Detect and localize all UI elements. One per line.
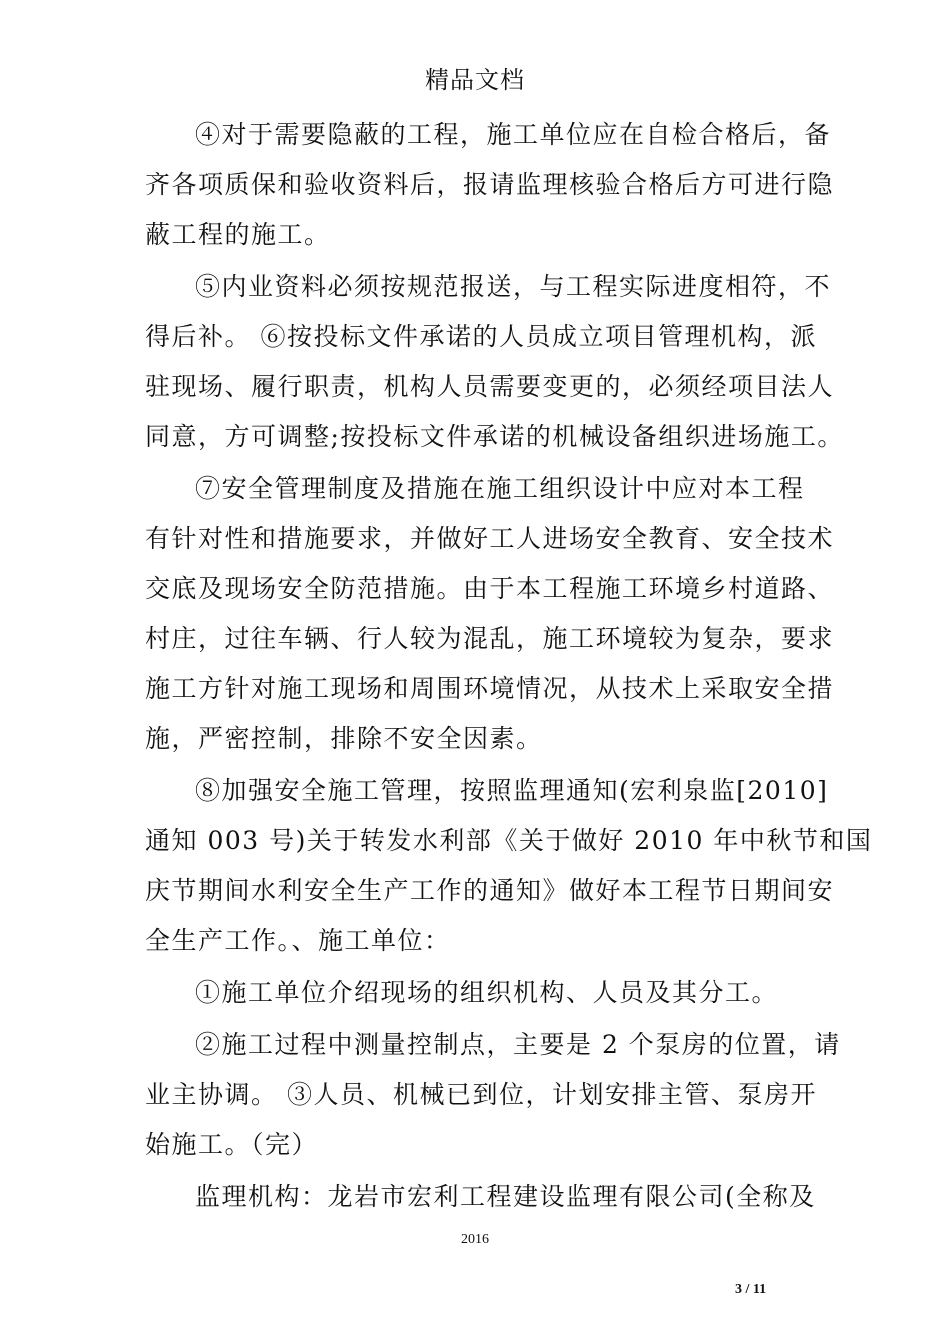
text-line: 齐各项质保和验收资料后，报请监理核验合格后方可进行隐 [145, 170, 835, 199]
text-line: ④对于需要隐蔽的工程，施工单位应在自检合格后，备 [195, 120, 832, 149]
text-line: 蔽工程的施工。 [145, 220, 331, 249]
text-line: 全生产工作。、施工单位： [145, 926, 451, 955]
page-number: 3 / 11 [735, 1282, 767, 1297]
text-line: 有针对性和措施要求，并做好工人进场安全教育、安全技术 [145, 524, 835, 553]
text-line: 监理机构：龙岩市宏利工程建设监理有限公司(全称及 [195, 1182, 816, 1211]
text-line: 交底及现场安全防范措施。由于本工程施工环境乡村道路、 [145, 574, 835, 603]
text-line: 通知 003 号)关于转发水利部《关于做好 2010 年中秋节和国 [145, 826, 873, 855]
text-line: ②施工过程中测量控制点，主要是 2 个泵房的位置，请 [195, 1030, 841, 1059]
footer-year: 2016 [461, 1232, 489, 1247]
text-line: 驻现场、履行职责，机构人员需要变更的，必须经项目法人 [145, 372, 835, 401]
text-line: 庆节期间水利安全生产工作的通知》做好本工程节日期间安 [145, 876, 835, 905]
document-body [145, 110, 873, 1222]
text-line: 始施工。（完） [145, 1130, 319, 1159]
text-line: ⑤内业资料必须按规范报送，与工程实际进度相符，不 [195, 272, 832, 301]
text-line: 村庄，过往车辆、行人较为混乱，施工环境较为复杂，要求 [145, 624, 835, 653]
text-line: ⑧加强安全施工管理，按照监理通知(宏利泉监[2010] [195, 776, 829, 805]
text-line: ①施工单位介绍现场的组织机构、人员及其分工。 [195, 978, 779, 1007]
text-line: 施工方针对施工现场和周围环境情况，从技术上采取安全措 [145, 674, 835, 703]
text-line: 业主协调。 ③人员、机械已到位，计划安排主管、泵房开 [145, 1080, 817, 1109]
text-line: 得后补。 ⑥按投标文件承诺的人员成立项目管理机构，派 [145, 322, 817, 351]
text-line: ⑦安全管理制度及措施在施工组织设计中应对本工程 [195, 474, 805, 503]
page-header-title: 精品文档 [425, 66, 525, 94]
text-line: 施，严密控制，排除不安全因素。 [145, 724, 543, 753]
text-line: 同意，方可调整;按投标文件承诺的机械设备组织进场施工。 [145, 422, 844, 451]
